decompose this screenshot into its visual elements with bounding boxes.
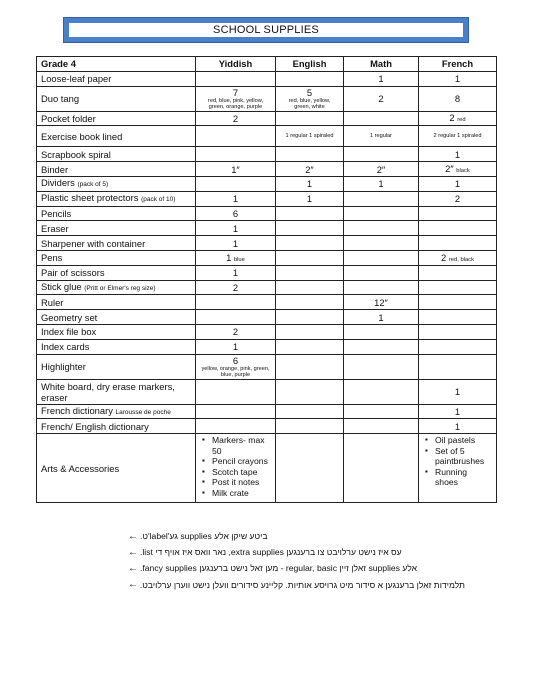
yiddish-cell xyxy=(196,221,276,236)
table-row xyxy=(37,379,497,404)
item-cell: Arts & Accessories xyxy=(37,434,196,503)
english-detail: red, blue, yellow, green, white xyxy=(288,97,331,111)
yiddish-cell xyxy=(196,236,276,251)
note-line xyxy=(120,577,465,593)
yiddish-detail: yellow, orange, pink, green, blue, purple xyxy=(201,365,270,379)
accessories-row xyxy=(37,434,497,503)
english-cell xyxy=(276,162,344,177)
table-header-row xyxy=(37,57,497,72)
english-cell xyxy=(276,111,344,126)
item-cell xyxy=(37,126,196,147)
yiddish-quantity: 6 xyxy=(232,207,239,219)
french-cell xyxy=(419,404,497,419)
list-item: ▪ Pencil crayons xyxy=(212,456,271,467)
english-cell xyxy=(276,404,344,419)
yiddish-quantity: 1 xyxy=(226,251,232,263)
header-grade: Grade 4 xyxy=(37,57,196,72)
item-name: French dictionary xyxy=(41,404,113,416)
title-banner xyxy=(63,17,469,43)
item-name: Eraser xyxy=(41,222,69,234)
item-cell xyxy=(37,250,196,265)
item-cell xyxy=(37,236,196,251)
english-cell xyxy=(276,419,344,434)
item-name: Pair of scissors xyxy=(41,267,105,279)
french-cell xyxy=(419,236,497,251)
item-cell xyxy=(37,162,196,177)
math-cell xyxy=(344,126,419,147)
french-cell xyxy=(419,147,497,162)
yiddish-cell xyxy=(196,280,276,295)
yiddish-cell xyxy=(196,206,276,221)
note-line xyxy=(120,560,465,576)
item-cell xyxy=(37,324,196,339)
item-name: Stick glue xyxy=(41,280,82,292)
note-line xyxy=(120,544,465,560)
item-note: (pack of 10) xyxy=(141,196,176,204)
item-name: Binder xyxy=(41,163,69,175)
table-row xyxy=(37,310,497,325)
french-quantity: 1 xyxy=(454,148,461,160)
english-cell xyxy=(276,176,344,191)
yiddish-detail: red, blue, pink, yellow, green, orange, purple xyxy=(207,97,264,111)
table-row xyxy=(37,71,497,86)
list-item: ▪ Scotch tape xyxy=(212,467,271,478)
french-cell xyxy=(419,250,497,265)
yiddish-cell xyxy=(196,354,276,379)
item-name: Exercise book lined xyxy=(41,130,123,142)
note-text: אלע supplies זאלן זיין regular, basic - מען זאל נישט ברענגען fancy supplies. xyxy=(140,563,418,574)
yiddish-quantity: 6 xyxy=(232,354,239,366)
table-row xyxy=(37,126,497,147)
page-title: SCHOOL SUPPLIES xyxy=(68,22,464,38)
list-item: ▪ Post it notes xyxy=(212,477,271,488)
french-cell xyxy=(419,221,497,236)
table-row xyxy=(37,191,497,206)
item-cell xyxy=(37,206,196,221)
item-cell xyxy=(37,295,196,310)
header-yiddish: Yiddish xyxy=(196,57,276,72)
yiddish-quantity: 1 xyxy=(232,267,239,279)
french-quantity: 1 xyxy=(454,405,461,417)
table-row xyxy=(37,265,497,280)
note-text: ביטע שיקן אלע supplies גע'label'ט. xyxy=(140,531,268,542)
french-cell xyxy=(419,295,497,310)
math-cell xyxy=(344,191,419,206)
math-quantity: 1 xyxy=(378,178,384,190)
item-name: Index cards xyxy=(41,341,90,353)
math-cell xyxy=(344,339,419,354)
math-quantity: 1 xyxy=(378,311,384,323)
yiddish-cell xyxy=(196,250,276,265)
french-cell xyxy=(419,162,497,177)
arrow-left-icon: ← xyxy=(128,562,138,574)
math-cell xyxy=(344,86,419,111)
item-name: Duo tang xyxy=(41,93,80,105)
math-cell xyxy=(344,206,419,221)
yiddish-detail: blue xyxy=(233,256,245,263)
english-quantity: 1 xyxy=(306,178,313,190)
math-accessories-cell xyxy=(344,434,419,503)
header-french: French xyxy=(419,57,497,72)
yiddish-cell xyxy=(196,265,276,280)
item-cell xyxy=(37,280,196,295)
english-quantity: 2″ xyxy=(305,163,314,175)
yiddish-quantity: 1 xyxy=(232,193,239,205)
table-row xyxy=(37,86,497,111)
table-row xyxy=(37,404,497,419)
english-cell xyxy=(276,147,344,162)
yiddish-quantity: 2 xyxy=(232,112,239,124)
item-name: Geometry set xyxy=(41,311,98,323)
english-cell xyxy=(276,250,344,265)
yiddish-cell xyxy=(196,419,276,434)
arrow-left-icon: ← xyxy=(128,546,138,558)
item-cell xyxy=(37,339,196,354)
item-name: White board, dry erase markers, eraser xyxy=(41,380,175,403)
french-quantity: 2 xyxy=(449,112,455,124)
note-line xyxy=(120,528,465,544)
french-cell xyxy=(419,324,497,339)
english-cell xyxy=(276,265,344,280)
english-detail: 1 regular 1 spiraled xyxy=(285,133,334,140)
yiddish-cell xyxy=(196,162,276,177)
english-cell xyxy=(276,206,344,221)
item-note: (pack of 5) xyxy=(77,181,109,189)
item-name: Index file box xyxy=(41,326,97,338)
table-row xyxy=(37,419,497,434)
english-cell xyxy=(276,339,344,354)
french-cell xyxy=(419,71,497,86)
english-cell xyxy=(276,236,344,251)
math-cell xyxy=(344,404,419,419)
yiddish-cell xyxy=(196,71,276,86)
math-cell xyxy=(344,111,419,126)
yiddish-cell xyxy=(196,324,276,339)
french-quantity: 2″ xyxy=(445,163,454,175)
item-cell xyxy=(37,111,196,126)
item-note: (Pritt or Elmer's reg size) xyxy=(84,284,156,292)
list-item: ▪ Running shoes xyxy=(435,467,492,488)
french-cell xyxy=(419,206,497,221)
item-name: French/ English dictionary xyxy=(41,420,149,432)
item-cell xyxy=(37,71,196,86)
english-cell xyxy=(276,71,344,86)
yiddish-quantity: 1 xyxy=(232,237,239,249)
item-cell xyxy=(37,147,196,162)
yiddish-cell xyxy=(196,404,276,419)
math-cell xyxy=(344,324,419,339)
french-quantity: 2 xyxy=(454,193,461,205)
supplies-table xyxy=(36,56,497,503)
english-cell xyxy=(276,379,344,404)
math-cell xyxy=(344,280,419,295)
arrow-left-icon: ← xyxy=(127,579,138,591)
math-cell xyxy=(344,354,419,379)
item-note: Larousse de poche xyxy=(115,408,171,416)
item-cell xyxy=(37,265,196,280)
english-cell xyxy=(276,126,344,147)
yiddish-cell xyxy=(196,147,276,162)
math-cell xyxy=(344,236,419,251)
english-quantity: 1 xyxy=(306,193,313,205)
arrow-left-icon: ← xyxy=(128,530,138,542)
table-row xyxy=(37,354,497,379)
list-item: ▪ Oil pastels xyxy=(435,435,492,446)
yiddish-cell xyxy=(196,339,276,354)
yiddish-cell xyxy=(196,111,276,126)
note-text: תלמידות זאלן ברענגען א סידור מיט גרויסע אותיות. קליינע סידורים וועלן נישט ווערן ערלויבט. xyxy=(139,579,465,590)
yiddish-quantity: 2 xyxy=(232,326,239,338)
math-cell xyxy=(344,162,419,177)
math-quantity: 12″ xyxy=(374,296,388,308)
item-name: Loose-leaf paper xyxy=(41,73,112,85)
item-cell xyxy=(37,191,196,206)
english-quantity: 5 xyxy=(306,86,313,98)
french-cell xyxy=(419,111,497,126)
french-detail: 2 regular 1 spiraled xyxy=(433,133,482,140)
math-quantity: 2″ xyxy=(376,163,386,175)
item-name: Highlighter xyxy=(41,361,86,373)
french-cell xyxy=(419,265,497,280)
list-item: ▪ Markers- max 50 xyxy=(212,435,271,456)
math-cell xyxy=(344,71,419,86)
yiddish-cell xyxy=(196,295,276,310)
item-name: Scrapbook spiral xyxy=(41,148,111,160)
english-cell xyxy=(276,324,344,339)
math-cell xyxy=(344,250,419,265)
french-detail: red, black xyxy=(448,256,474,263)
yiddish-cell xyxy=(196,126,276,147)
french-quantity: 1 xyxy=(454,386,461,398)
table-row xyxy=(37,176,497,191)
list-item: ▪ Milk crate xyxy=(212,488,271,499)
french-quantity: 2 xyxy=(441,251,447,263)
english-accessories-cell xyxy=(276,434,344,503)
yiddish-quantity: 7 xyxy=(232,86,239,98)
french-cell xyxy=(419,176,497,191)
yiddish-cell xyxy=(196,191,276,206)
english-cell xyxy=(276,191,344,206)
item-cell xyxy=(37,221,196,236)
table-row xyxy=(37,280,497,295)
math-cell xyxy=(344,419,419,434)
yiddish-quantity: 1 xyxy=(232,222,239,234)
item-cell xyxy=(37,404,196,419)
item-name: Dividers xyxy=(41,177,75,189)
math-cell xyxy=(344,147,419,162)
yiddish-accessories-list xyxy=(200,435,271,498)
english-cell xyxy=(276,310,344,325)
item-cell xyxy=(37,86,196,111)
item-cell xyxy=(37,176,196,191)
table-row xyxy=(37,147,497,162)
math-cell xyxy=(344,310,419,325)
french-cell xyxy=(419,310,497,325)
notes-list xyxy=(120,528,465,593)
item-name: Pocket folder xyxy=(41,112,96,124)
french-quantity: 1 xyxy=(454,73,461,85)
yiddish-quantity: 2 xyxy=(232,281,239,293)
item-name: Pens xyxy=(41,252,63,264)
yiddish-cell xyxy=(196,86,276,111)
item-name: Sharpener with container xyxy=(41,237,146,249)
english-cell xyxy=(276,295,344,310)
french-cell xyxy=(419,126,497,147)
french-cell xyxy=(419,280,497,295)
table-row xyxy=(37,111,497,126)
table-row xyxy=(37,221,497,236)
english-cell xyxy=(276,354,344,379)
french-cell xyxy=(419,379,497,404)
english-cell xyxy=(276,221,344,236)
header-english: English xyxy=(276,57,344,72)
math-cell xyxy=(344,265,419,280)
french-cell xyxy=(419,419,497,434)
french-cell xyxy=(419,354,497,379)
french-quantity: 1 xyxy=(454,420,461,432)
yiddish-cell xyxy=(196,379,276,404)
math-cell xyxy=(344,379,419,404)
table-row xyxy=(37,236,497,251)
item-cell xyxy=(37,379,196,404)
table-row xyxy=(37,339,497,354)
item-cell xyxy=(37,354,196,379)
french-accessories-cell xyxy=(419,434,497,503)
math-cell xyxy=(344,176,419,191)
french-quantity: 8 xyxy=(454,93,461,105)
yiddish-cell xyxy=(196,310,276,325)
math-cell xyxy=(344,295,419,310)
french-detail: red xyxy=(457,117,466,124)
math-quantity: 2 xyxy=(378,93,384,105)
table-row xyxy=(37,162,497,177)
yiddish-quantity: 1 xyxy=(232,341,239,353)
math-detail: 1 regular xyxy=(369,133,393,140)
english-cell xyxy=(276,280,344,295)
item-name: Plastic sheet protectors xyxy=(41,192,139,204)
math-quantity: 1 xyxy=(378,73,384,85)
yiddish-cell xyxy=(196,176,276,191)
english-cell xyxy=(276,86,344,111)
table-row xyxy=(37,295,497,310)
yiddish-quantity: 1″ xyxy=(231,163,240,175)
french-cell xyxy=(419,191,497,206)
header-math: Math xyxy=(344,57,419,72)
table-row xyxy=(37,250,497,265)
item-name: Ruler xyxy=(41,296,64,308)
french-detail: black xyxy=(456,168,470,175)
item-name: Pencils xyxy=(41,207,72,219)
yiddish-accessories-cell xyxy=(196,434,276,503)
french-accessories-list xyxy=(423,435,492,488)
french-quantity: 1 xyxy=(454,178,461,190)
table-row xyxy=(37,324,497,339)
french-cell xyxy=(419,339,497,354)
table-row xyxy=(37,206,497,221)
math-cell xyxy=(344,221,419,236)
note-text: עס איז נישט ערלויבט צו ברענגען extra supplies, נאר וואס איז אויף די list. xyxy=(140,547,402,558)
list-item: ▪ Set of 5 paintbrushes xyxy=(435,446,492,467)
item-cell xyxy=(37,419,196,434)
french-cell xyxy=(419,86,497,111)
item-cell xyxy=(37,310,196,325)
